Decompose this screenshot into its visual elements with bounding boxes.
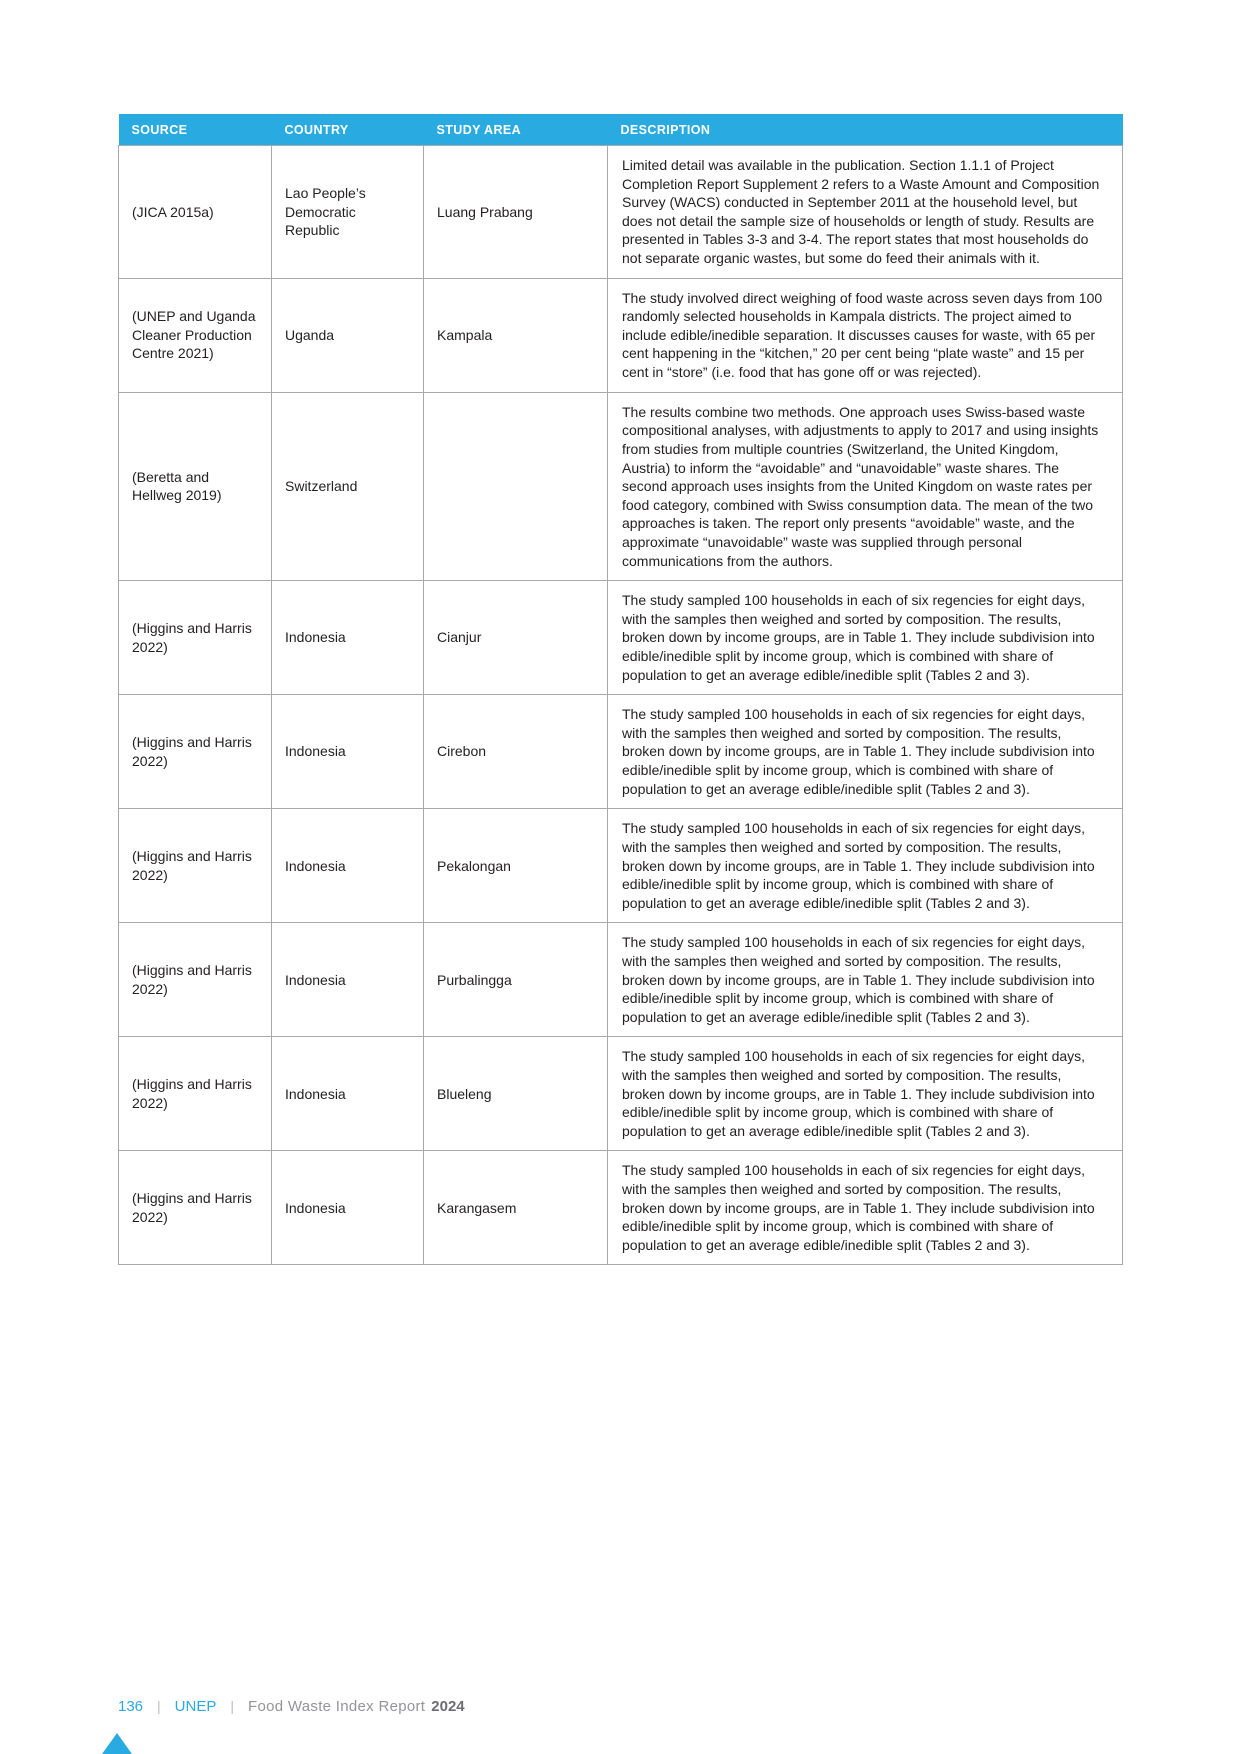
source-cell: (JICA 2015a): [119, 146, 272, 279]
footer-separator: |: [157, 1698, 161, 1714]
source-cell: (Higgins and Harris 2022): [119, 581, 272, 695]
table-row: [119, 146, 1123, 279]
country-cell: Lao People’s Democratic Republic: [272, 146, 424, 279]
footer-report-title: Food Waste Index Report: [248, 1698, 426, 1715]
column-header-description: DESCRIPTION: [608, 114, 1123, 146]
country-cell: Switzerland: [272, 392, 424, 580]
country-cell: Indonesia: [272, 809, 424, 923]
table-row: [119, 923, 1123, 1037]
source-cell: (Beretta and Hellweg 2019): [119, 392, 272, 580]
description-cell: Limited detail was available in the publication. Section 1.1.1 of Project Completion Report Supplement 2 refers to a Waste Amount and Composition Survey (WACS) conducted in September 2011 at the household level, but does not detail the sample size of households or length of study. Results are presented in Tables 3-3 and 3-4. The report states that most households do not separate organic wastes, but some do feed their animals with it.: [608, 146, 1123, 279]
description-cell: The study sampled 100 households in each of six regencies for eight days, with the samples then weighed and sorted by composition. The results, broken down by income groups, are in Table 1. They include subdivision into edible/inedible split by income group, which is combined with share of population to get an average edible/inedible split (Tables 2 and 3).: [608, 581, 1123, 695]
study-area-cell: Pekalongan: [424, 809, 608, 923]
footer-separator: |: [230, 1698, 234, 1714]
study-area-cell: Cianjur: [424, 581, 608, 695]
study-area-cell: Purbalingga: [424, 923, 608, 1037]
description-cell: The study sampled 100 households in each of six regencies for eight days, with the samples then weighed and sorted by composition. The results, broken down by income groups, are in Table 1. They include subdivision into edible/inedible split by income group, which is combined with share of population to get an average edible/inedible split (Tables 2 and 3).: [608, 1037, 1123, 1151]
study-area-cell: Cirebon: [424, 695, 608, 809]
source-cell: (Higgins and Harris 2022): [119, 695, 272, 809]
country-cell: Indonesia: [272, 695, 424, 809]
column-header-source: SOURCE: [119, 114, 272, 146]
sources-table: [118, 114, 1123, 1265]
source-cell: (Higgins and Harris 2022): [119, 923, 272, 1037]
study-area-cell: Blueleng: [424, 1037, 608, 1151]
description-cell: The study sampled 100 households in each of six regencies for eight days, with the samples then weighed and sorted by composition. The results, broken down by income groups, are in Table 1. They include subdivision into edible/inedible split by income group, which is combined with share of population to get an average edible/inedible split (Tables 2 and 3).: [608, 1151, 1123, 1265]
table-row: [119, 392, 1123, 580]
study-area-cell: Karangasem: [424, 1151, 608, 1265]
description-cell: The study sampled 100 households in each of six regencies for eight days, with the samples then weighed and sorted by composition. The results, broken down by income groups, are in Table 1. They include subdivision into edible/inedible split by income group, which is combined with share of population to get an average edible/inedible split (Tables 2 and 3).: [608, 923, 1123, 1037]
country-cell: Indonesia: [272, 1037, 424, 1151]
column-header-country: COUNTRY: [272, 114, 424, 146]
country-cell: Indonesia: [272, 581, 424, 695]
column-header-study-area: STUDY AREA: [424, 114, 608, 146]
table-row: [119, 695, 1123, 809]
table-row: [119, 1037, 1123, 1151]
country-cell: Indonesia: [272, 1151, 424, 1265]
country-cell: Uganda: [272, 278, 424, 392]
study-area-cell: [424, 392, 608, 580]
study-area-cell: Luang Prabang: [424, 146, 608, 279]
study-area-cell: Kampala: [424, 278, 608, 392]
footer-report-year: 2024: [431, 1698, 465, 1715]
description-cell: The results combine two methods. One approach uses Swiss-based waste compositional analyses, with adjustments to apply to 2017 and using insights from studies from multiple countries (Switzerland, the United Kingdom, Austria) to inform the “avoidable” and “unavoidable” waste shares. The second approach uses insights from the United Kingdom on waste rates per food category, combined with Swiss consumption data. The mean of the two approaches is taken. The report only presents “avoidable” waste, and the approximate “unavoidable” waste was supplied through personal communications from the authors.: [608, 392, 1123, 580]
table-body: [119, 146, 1123, 1265]
country-cell: Indonesia: [272, 923, 424, 1037]
table-row: [119, 581, 1123, 695]
page-footer: [118, 1698, 465, 1715]
page-number: 136: [118, 1698, 144, 1715]
footer-org-name: UNEP: [174, 1698, 217, 1715]
table-row: [119, 1151, 1123, 1265]
description-cell: The study involved direct weighing of food waste across seven days from 100 randomly selected households in Kampala districts. The project aimed to include edible/inedible separation. It discusses causes for waste, with 65 per cent happening in the “kitchen,” 20 per cent being “plate waste” and 15 per cent in “store” (i.e. food that has gone off or was rejected).: [608, 278, 1123, 392]
corner-triangle-decoration-icon: [102, 1733, 132, 1754]
description-cell: The study sampled 100 households in each of six regencies for eight days, with the samples then weighed and sorted by composition. The results, broken down by income groups, are in Table 1. They include subdivision into edible/inedible split by income group, which is combined with share of population to get an average edible/inedible split (Tables 2 and 3).: [608, 809, 1123, 923]
table-row: [119, 809, 1123, 923]
description-cell: The study sampled 100 households in each of six regencies for eight days, with the samples then weighed and sorted by composition. The results, broken down by income groups, are in Table 1. They include subdivision into edible/inedible split by income group, which is combined with share of population to get an average edible/inedible split (Tables 2 and 3).: [608, 695, 1123, 809]
table-row: [119, 278, 1123, 392]
source-cell: (Higgins and Harris 2022): [119, 1151, 272, 1265]
source-cell: (Higgins and Harris 2022): [119, 1037, 272, 1151]
table-header-row: [119, 114, 1123, 146]
source-cell: (UNEP and Uganda Cleaner Production Centre 2021): [119, 278, 272, 392]
source-cell: (Higgins and Harris 2022): [119, 809, 272, 923]
